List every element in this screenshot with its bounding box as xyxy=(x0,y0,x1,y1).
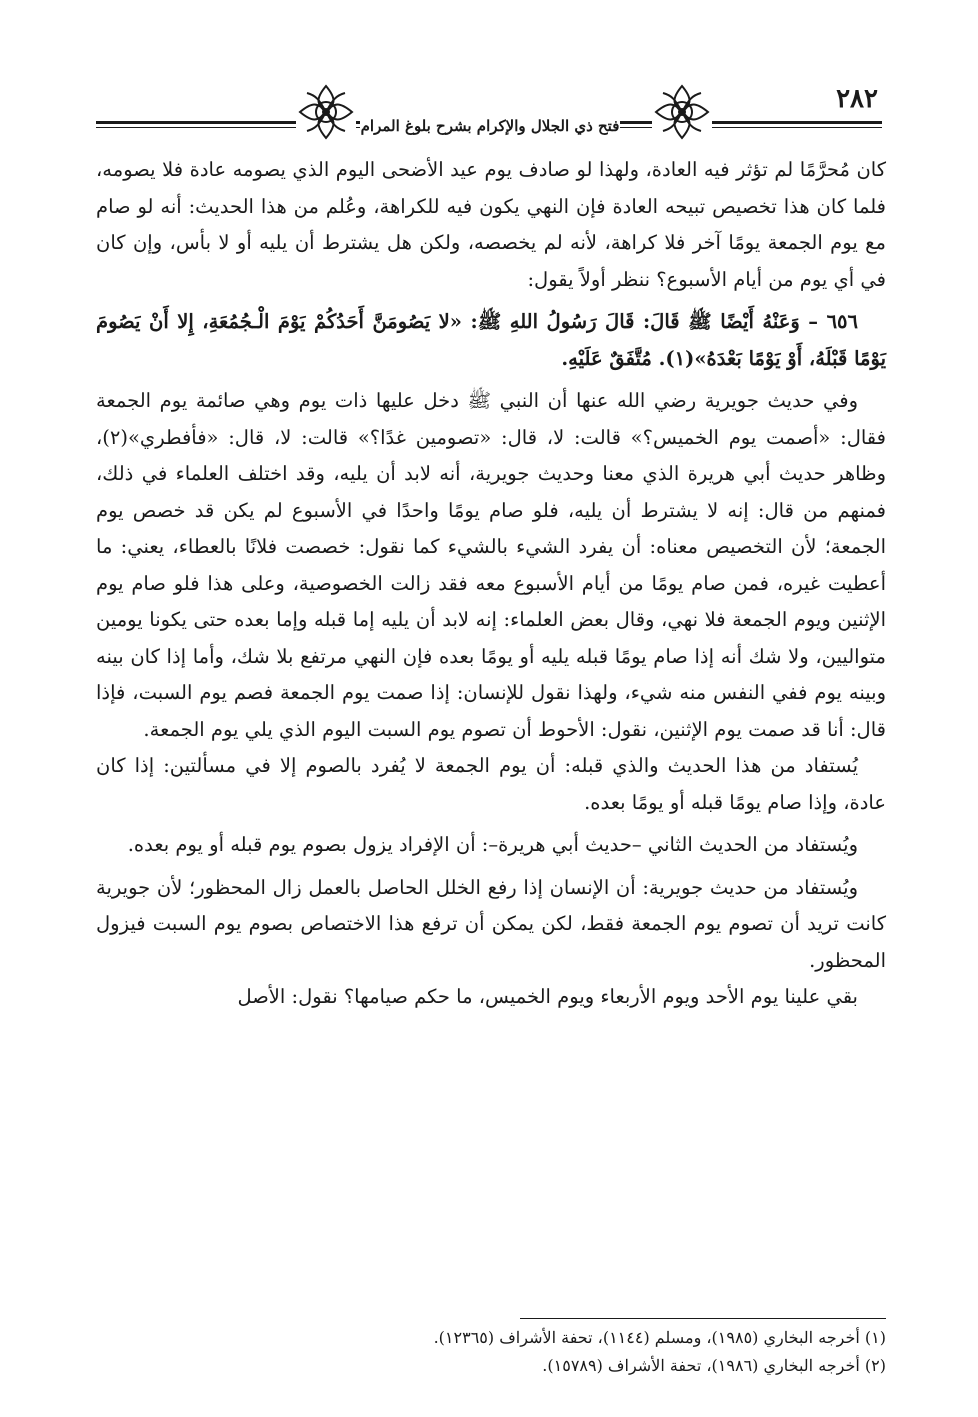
footnote-divider xyxy=(520,1318,886,1319)
hadith-text: ٦٥٦ – وَعَنْهُ أَيْضًا ﷺ قَالَ: قَالَ رَسُولُ اللهِ ﷺ: «لا يَصُومَنَّ أَحَدُكُمْ يَوْمَ الْـجُمُعَةِ، إِلا أَنْ يَصُومَ يَوْمًا قَبْلَهُ، أَوْ يَوْمًا بَعْدَهُ»(١). مُتَّفَقٌ عَلَيْهِ. xyxy=(96,310,886,370)
running-title-box xyxy=(360,108,620,144)
footnote: (١) أخرجه البخاري (١٩٨٥)، ومسلم (١١٤٤)، تحفة الأشراف (١٢٣٦٥). xyxy=(433,1328,886,1347)
footnotes xyxy=(186,1324,886,1380)
body-paragraph: ويُستفاد من الحديث الثاني –حديث أبي هريرة–: أن الإفراد يزول بصوم يوم قبله أو يوم بعده. xyxy=(127,833,858,856)
main-text xyxy=(96,152,886,1016)
body-paragraph: ويُستفاد من حديث جويرية: أن الإنسان إذا رفع الخلل الحاصل بالعمل زال المحظور؛ لأن جويرية كانت تريد أن تصوم يوم الجمعة فقط، لكن يمكن أن ترفع هذا الاختصاص بصوم يوم السبت فيزول المحظور. xyxy=(96,875,886,972)
right-floral-ornament-icon xyxy=(652,82,712,142)
body-paragraph: بقي علينا يوم الأحد ويوم الأربعاء ويوم الخميس، ما حكم صيامها؟ نقول: الأصل xyxy=(237,985,858,1008)
footnote: (٢) أخرجه البخاري (١٩٨٦)، تحفة الأشراف (١٥٧٨٩). xyxy=(542,1356,886,1375)
running-title: فتح ذي الجلال والإكرام بشرح بلوغ المرام xyxy=(360,117,620,135)
body-paragraph: كان مُحرَّمًا لم تؤثر فيه العادة، ولهذا لو صادف يوم عيد الأضحى اليوم الذي يصومه عادة فلا يصومه، فلما كان هذا تخصيص تبيحه العادة فإن النهي يكون فيه للكراهة، وعُلم من هذا الحديث: أنه لو صام مع يوم الجمعة يومًا آخر فلا كراهة، لأنه لم يخصصه، ولكن هل يشترط أن يليه أو لا بأس، وإن كان في أي يوم من أيام الأسبوع؟ ننظر أولاً يقول: xyxy=(96,158,886,291)
body-paragraph: وفي حديث جويرية رضي الله عنها أن النبي ﷺ دخل عليها ذات يوم وهي صائمة يوم الجمعة فقال: «أصمت يوم الخميس؟» قالت: لا، قال: «تصومين غدًا؟» قالت: لا، قال: «فأفطري»(٢)، وظاهر حديث أبي هريرة الذي معنا وحديث جويرية، أنه لابد أن يليه، وقد اختلف العلماء في ذلك، فمنهم من قال: إنه لا يشترط أن يليه، فلو صام يومًا واحدًا في الأسبوع لم يكن قد خصص يوم الجمعة؛ لأن التخصيص معناه: أن يفرد الشيء بالشيء كما نقول: خصصت فلانًا بالعطاء، يعني: ما أعطيت غيره، فمن صام يومًا من أيام الأسبوع معه فقد زالت الخصوصية، وعلى هذا فلو صام يوم الإثنين ويوم الجمعة فلا نهي، وقال بعض العلماء: إنه لابد أن يليه إما قبله وإما بعده حتى يكونا يومين متواليين، ولا شك أنه إذا صام يومًا قبله يليه أو يومًا بعده فإن النهي مرتفع بلا شك، وأما إذا كان بينه وبينه يوم ففي النفس منه شيء، ولهذا نقول للإنسان: إذا صمت يوم الجمعة فصم يوم السبت، فإذا قال: أنا قد صمت يوم الإثنين، نقول: الأحوط أن تصوم يوم السبت اليوم الذي يلي يوم الجمعة. xyxy=(96,389,886,741)
left-floral-ornament-icon xyxy=(296,82,356,142)
body-paragraph: يُستفاد من هذا الحديث والذي قبله: أن يوم الجمعة لا يُفرد بالصوم إلا في مسألتين: إذا كان عادة، وإذا صام يومًا قبله أو يومًا بعده. xyxy=(96,754,886,814)
page-header xyxy=(0,0,978,150)
page-number: ٢٨٢ xyxy=(836,84,878,114)
